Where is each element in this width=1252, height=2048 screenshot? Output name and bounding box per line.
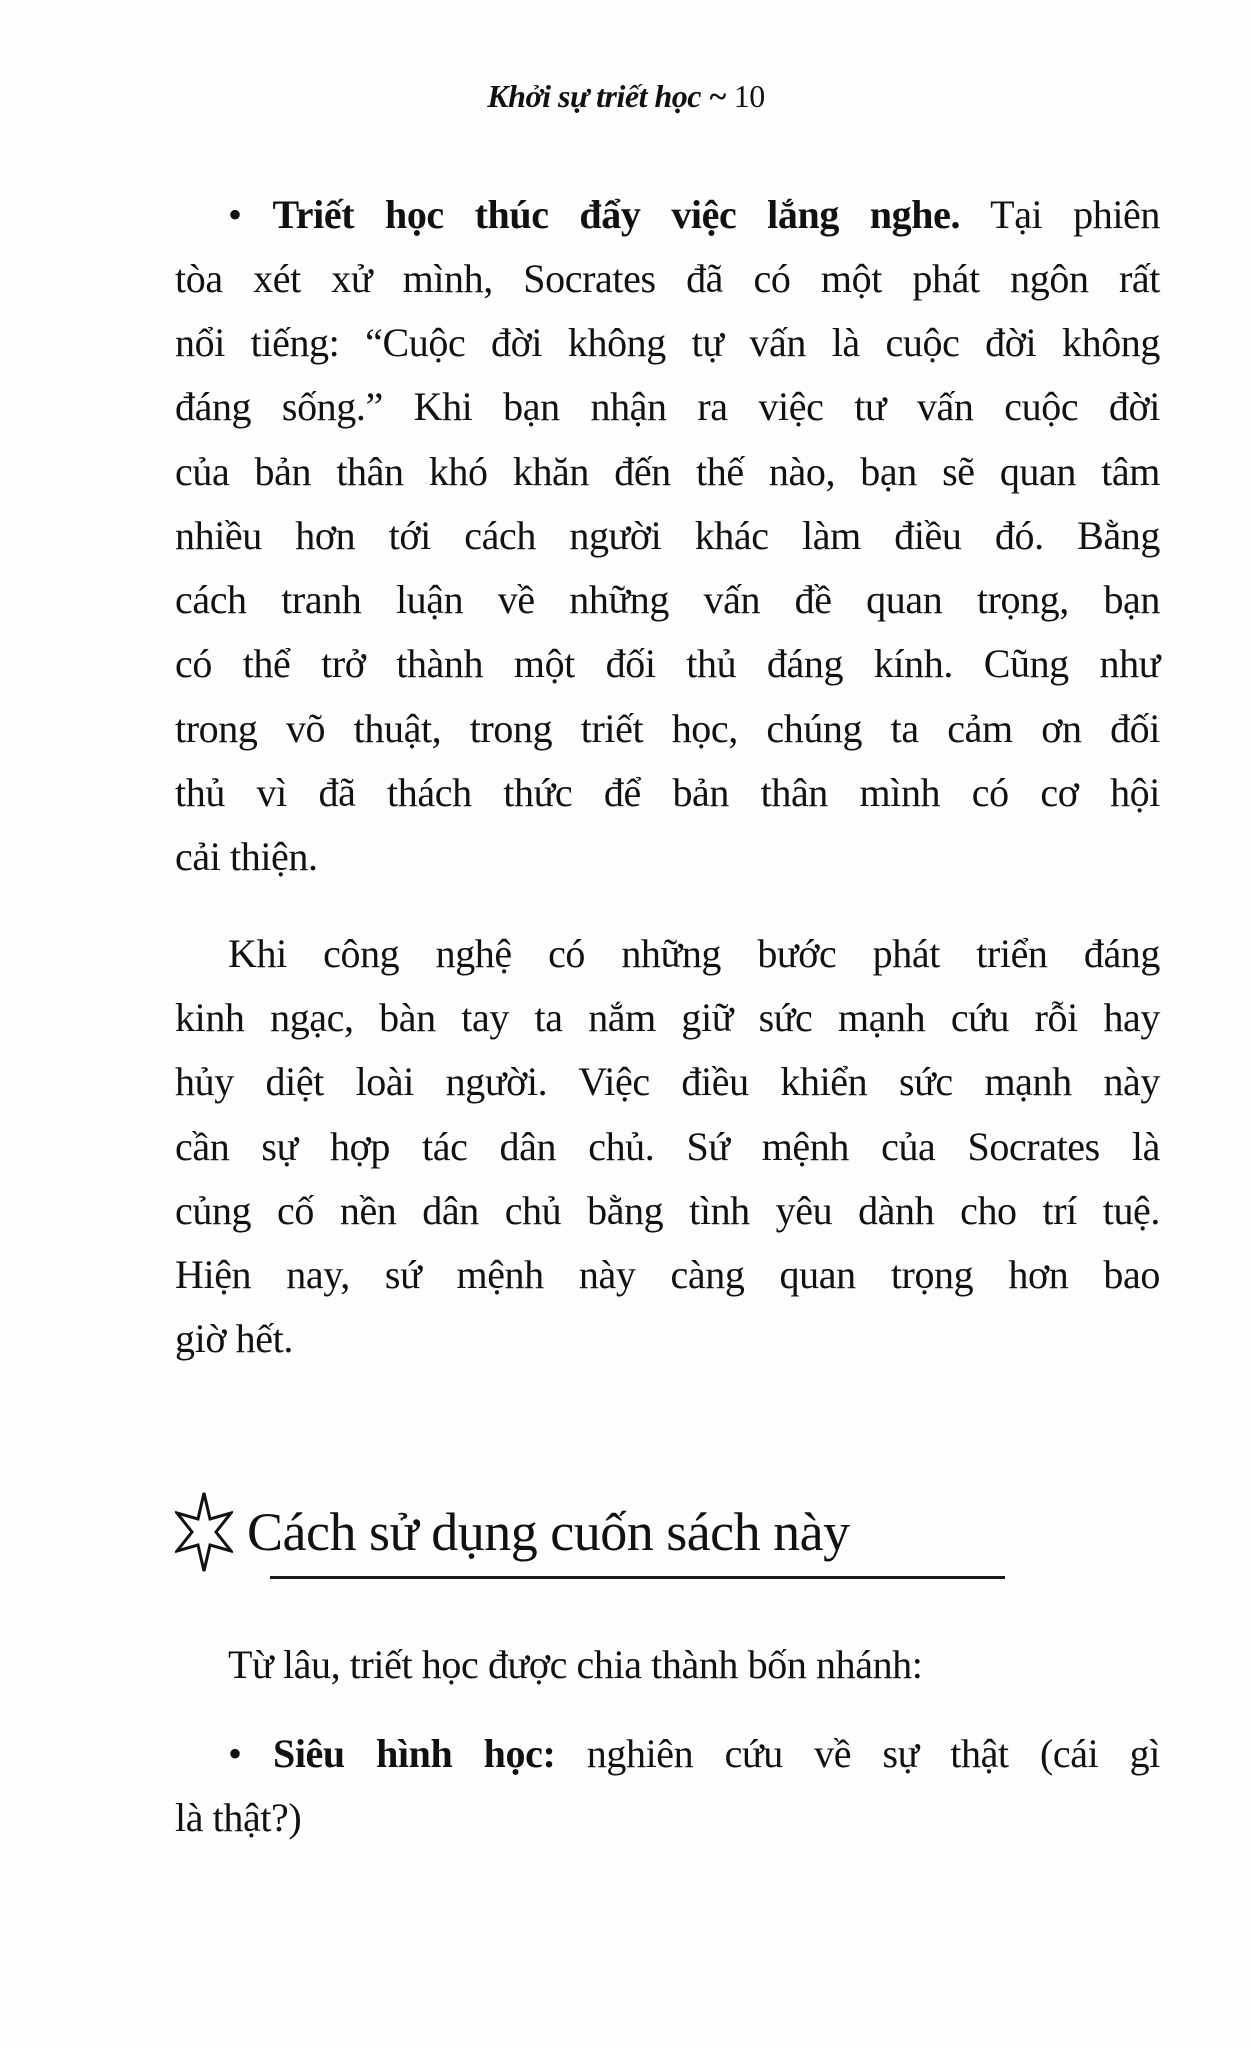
paragraph2-line-4: cần sự hợp tác dân chủ. Sứ mệnh của Socrates là <box>175 1124 1160 1169</box>
paragraph1-line-11: cải thiện. <box>175 834 318 879</box>
bullet: • <box>228 192 242 237</box>
running-header-separator: ~ <box>708 78 727 114</box>
paragraph1-line-9: trong võ thuật, trong triết học, chúng ta cảm ơn đối <box>175 706 1160 751</box>
paragraph2-line-2: kinh ngạc, bàn tay ta nắm giữ sức mạnh cứu rỗi hay <box>175 995 1160 1040</box>
bullet: • <box>228 1731 242 1776</box>
heading-underline <box>270 1576 1005 1579</box>
paragraph2-line-1: Khi công nghệ có những bước phát triển đáng <box>228 931 1160 976</box>
section-heading <box>175 1492 850 1572</box>
paragraph2-line-6: Hiện nay, sứ mệnh này càng quan trọng hơn bao <box>175 1252 1160 1297</box>
section-heading-text: Cách sử dụng cuốn sách này <box>247 1502 850 1562</box>
paragraph1-line-1 <box>228 183 1160 247</box>
bold-lead: Siêu hình học: <box>272 1731 556 1776</box>
paragraph2-line-7: giờ hết. <box>175 1316 293 1361</box>
paragraph1-line-10: thủ vì đã thách thức để bản thân mình có cơ hội <box>175 770 1160 815</box>
list-item-line-1 <box>228 1722 1160 1786</box>
list-item-line-2: là thật?) <box>175 1795 302 1840</box>
bold-lead: Triết học thúc đẩy việc lắng nghe. <box>272 192 961 237</box>
text-span: Tại phiên <box>990 192 1160 237</box>
paragraph1-line-4: đáng sống.” Khi bạn nhận ra việc tư vấn cuộc đời <box>175 384 1160 429</box>
running-header <box>0 78 1252 115</box>
page-number: 10 <box>733 78 765 114</box>
paragraph2-line-5: củng cố nền dân chủ bằng tình yêu dành cho trí tuệ. <box>175 1188 1160 1233</box>
paragraph1-line-5: của bản thân khó khăn đến thế nào, bạn sẽ quan tâm <box>175 449 1160 494</box>
paragraph1-line-7: cách tranh luận về những vấn đề quan trọng, bạn <box>175 577 1160 622</box>
paragraph2-line-3: hủy diệt loài người. Việc điều khiển sức mạnh này <box>175 1059 1160 1104</box>
paragraph1-line-8: có thể trở thành một đối thủ đáng kính. Cũng như <box>175 641 1160 686</box>
running-header-title: Khởi sự triết học <box>487 78 701 114</box>
paragraph1-line-2: tòa xét xử mình, Socrates đã có một phát ngôn rất <box>175 256 1160 301</box>
six-pointed-star-icon <box>175 1491 233 1573</box>
paragraph1-line-6: nhiều hơn tới cách người khác làm điều đó. Bằng <box>175 513 1160 558</box>
paragraph3-line: Từ lâu, triết học được chia thành bốn nhánh: <box>228 1642 923 1687</box>
paragraph1-line-3: nổi tiếng: “Cuộc đời không tự vấn là cuộc đời không <box>175 320 1160 365</box>
text-span: nghiên cứu về sự thật (cái gì <box>586 1731 1160 1776</box>
